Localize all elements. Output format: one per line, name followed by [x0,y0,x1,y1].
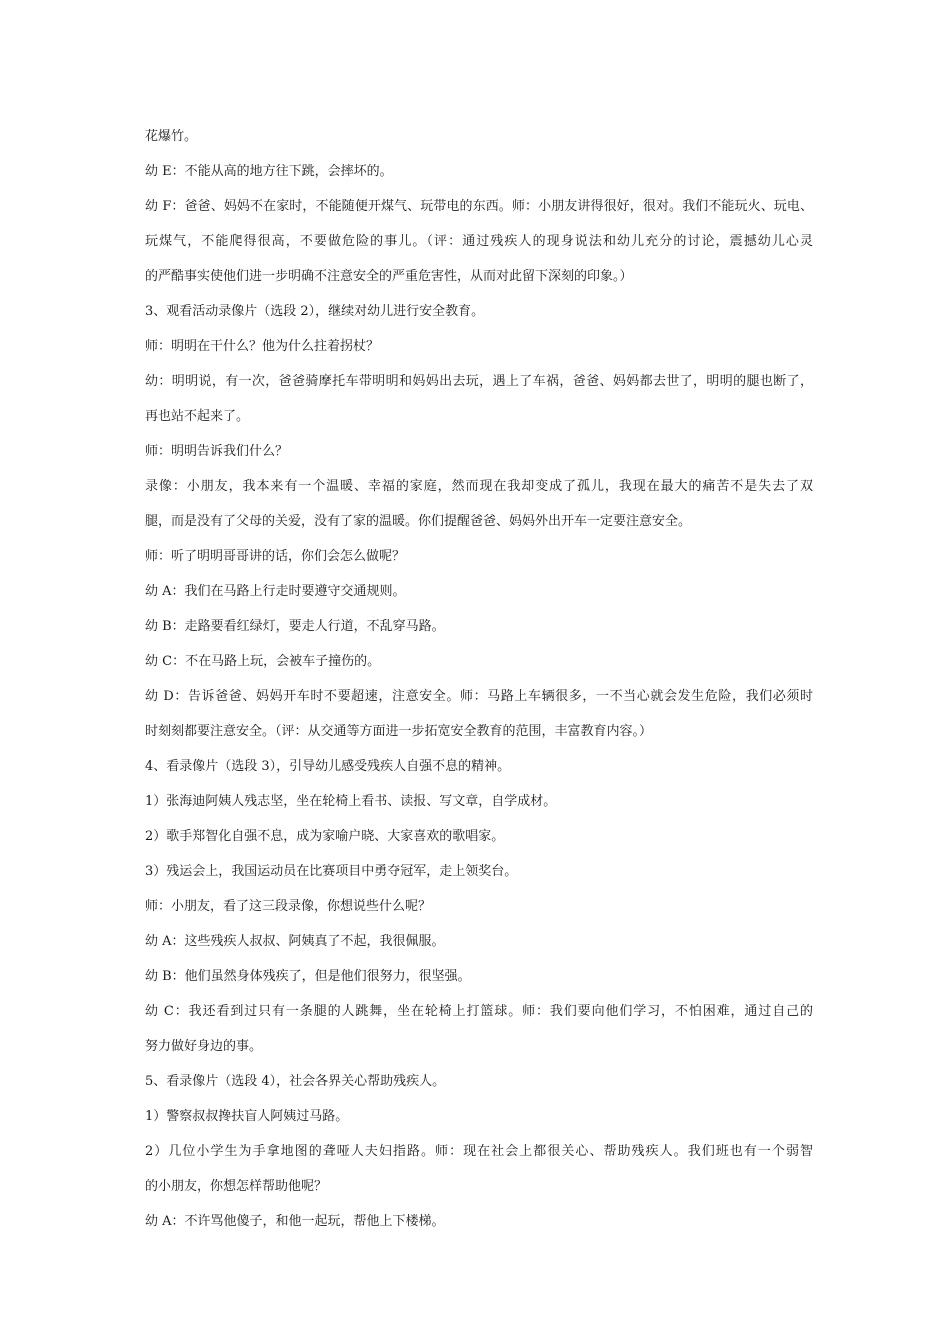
text-line: 2）歌手郑智化自强不息，成为家喻户晓、大家喜欢的歌唱家。 [145,829,505,844]
text-line: 时刻刻都要注意安全。（评：从交通等方面进一步拓宽安全教育的范围，丰富教育内容。） [145,724,653,739]
text-line: 幼 A：我们在马路上行走时要遵守交通规则。 [145,584,406,599]
text-line: 再也站不起来了。 [145,409,250,424]
text-line: 幼 B：走路要看红绿灯，要走人行道，不乱穿马路。 [145,619,445,634]
text-line: 玩煤气，不能爬得很高，不要做危险的事儿。（评：通过残疾人的现身说法和幼儿充分的讨论，震撼幼儿心灵 [145,234,813,249]
text-line: 腿，而是没有了父母的关爱，没有了家的温暖。你们提醒爸爸、妈妈外出开车一定要注意安全。 [145,514,692,529]
text-line: 幼 C：我还看到过只有一条腿的人跳舞，坐在轮椅上打篮球。师：我们要向他们学习，不怕困难，通过自己的 [145,1004,813,1019]
text-line: 花爆竹。 [145,129,198,144]
text-line: 录像：小朋友，我本来有一个温暖、幸福的家庭，然而现在我却变成了孤儿，我现在最大的痛苦不是失去了双 [145,479,813,494]
text-line: 1）警察叔叔搀扶盲人阿姨过马路。 [145,1109,349,1124]
text-line: 5、看录像片（选段 4），社会各界关心帮助残疾人。 [145,1074,446,1089]
text-line: 幼：明明说，有一次，爸爸骑摩托车带明明和妈妈出去玩，遇上了车祸，爸爸、妈妈都去世了，明明的腿也断了， [145,374,813,389]
text-line: 2）几位小学生为手拿地图的聋哑人夫妇指路。师：现在社会上都很关心、帮助残疾人。我们班也有一个弱智 [145,1144,813,1159]
document-page [145,119,813,1239]
text-line: 幼 B：他们虽然身体残疾了，但是他们很努力，很坚强。 [145,969,471,984]
text-line: 师：明明在干什么？他为什么拄着拐杖？ [145,339,380,354]
text-line: 的严酷事实使他们进一步明确不注意安全的严重危害性，从而对此留下深刻的印象。） [145,269,633,284]
text-line: 努力做好身边的事。 [145,1039,263,1054]
text-line: 1）张海迪阿姨人残志坚，坐在轮椅上看书、读报、写文章，自学成材。 [145,794,557,809]
text-line: 4、看录像片（选段 3），引导幼儿感受残疾人自强不息的精神。 [145,759,511,774]
text-line: 3）残运会上，我国运动员在比赛项目中勇夺冠军，走上领奖台。 [145,864,518,879]
text-line: 3、观看活动录像片（选段 2），继续对幼儿进行安全教育。 [145,304,485,319]
text-line: 幼 E：不能从高的地方往下跳，会摔坏的。 [145,164,393,179]
text-line: 师：听了明明哥哥讲的话，你们会怎么做呢？ [145,549,406,564]
text-line: 幼 D：告诉爸爸、妈妈开车时不要超速，注意安全。师：马路上车辆很多，一不当心就会发生危险，我们必须时 [145,689,813,704]
text-line: 幼 F：爸爸、妈妈不在家时，不能随便开煤气、玩带电的东西。师：小朋友讲得很好，很对。我们不能玩火、玩电、 [145,199,813,214]
text-line: 幼 A：这些残疾人叔叔、阿姨真了不起，我很佩服。 [145,934,445,949]
text-line: 的小朋友，你想怎样帮助他呢？ [145,1179,328,1194]
text-line: 师：明明告诉我们什么？ [145,444,289,459]
text-line: 幼 C：不在马路上玩，会被车子撞伤的。 [145,654,381,669]
text-line: 幼 A：不许骂他傻子，和他一起玩，帮他上下楼梯。 [145,1214,445,1229]
text-line: 师：小朋友，看了这三段录像，你想说些什么呢？ [145,899,432,914]
